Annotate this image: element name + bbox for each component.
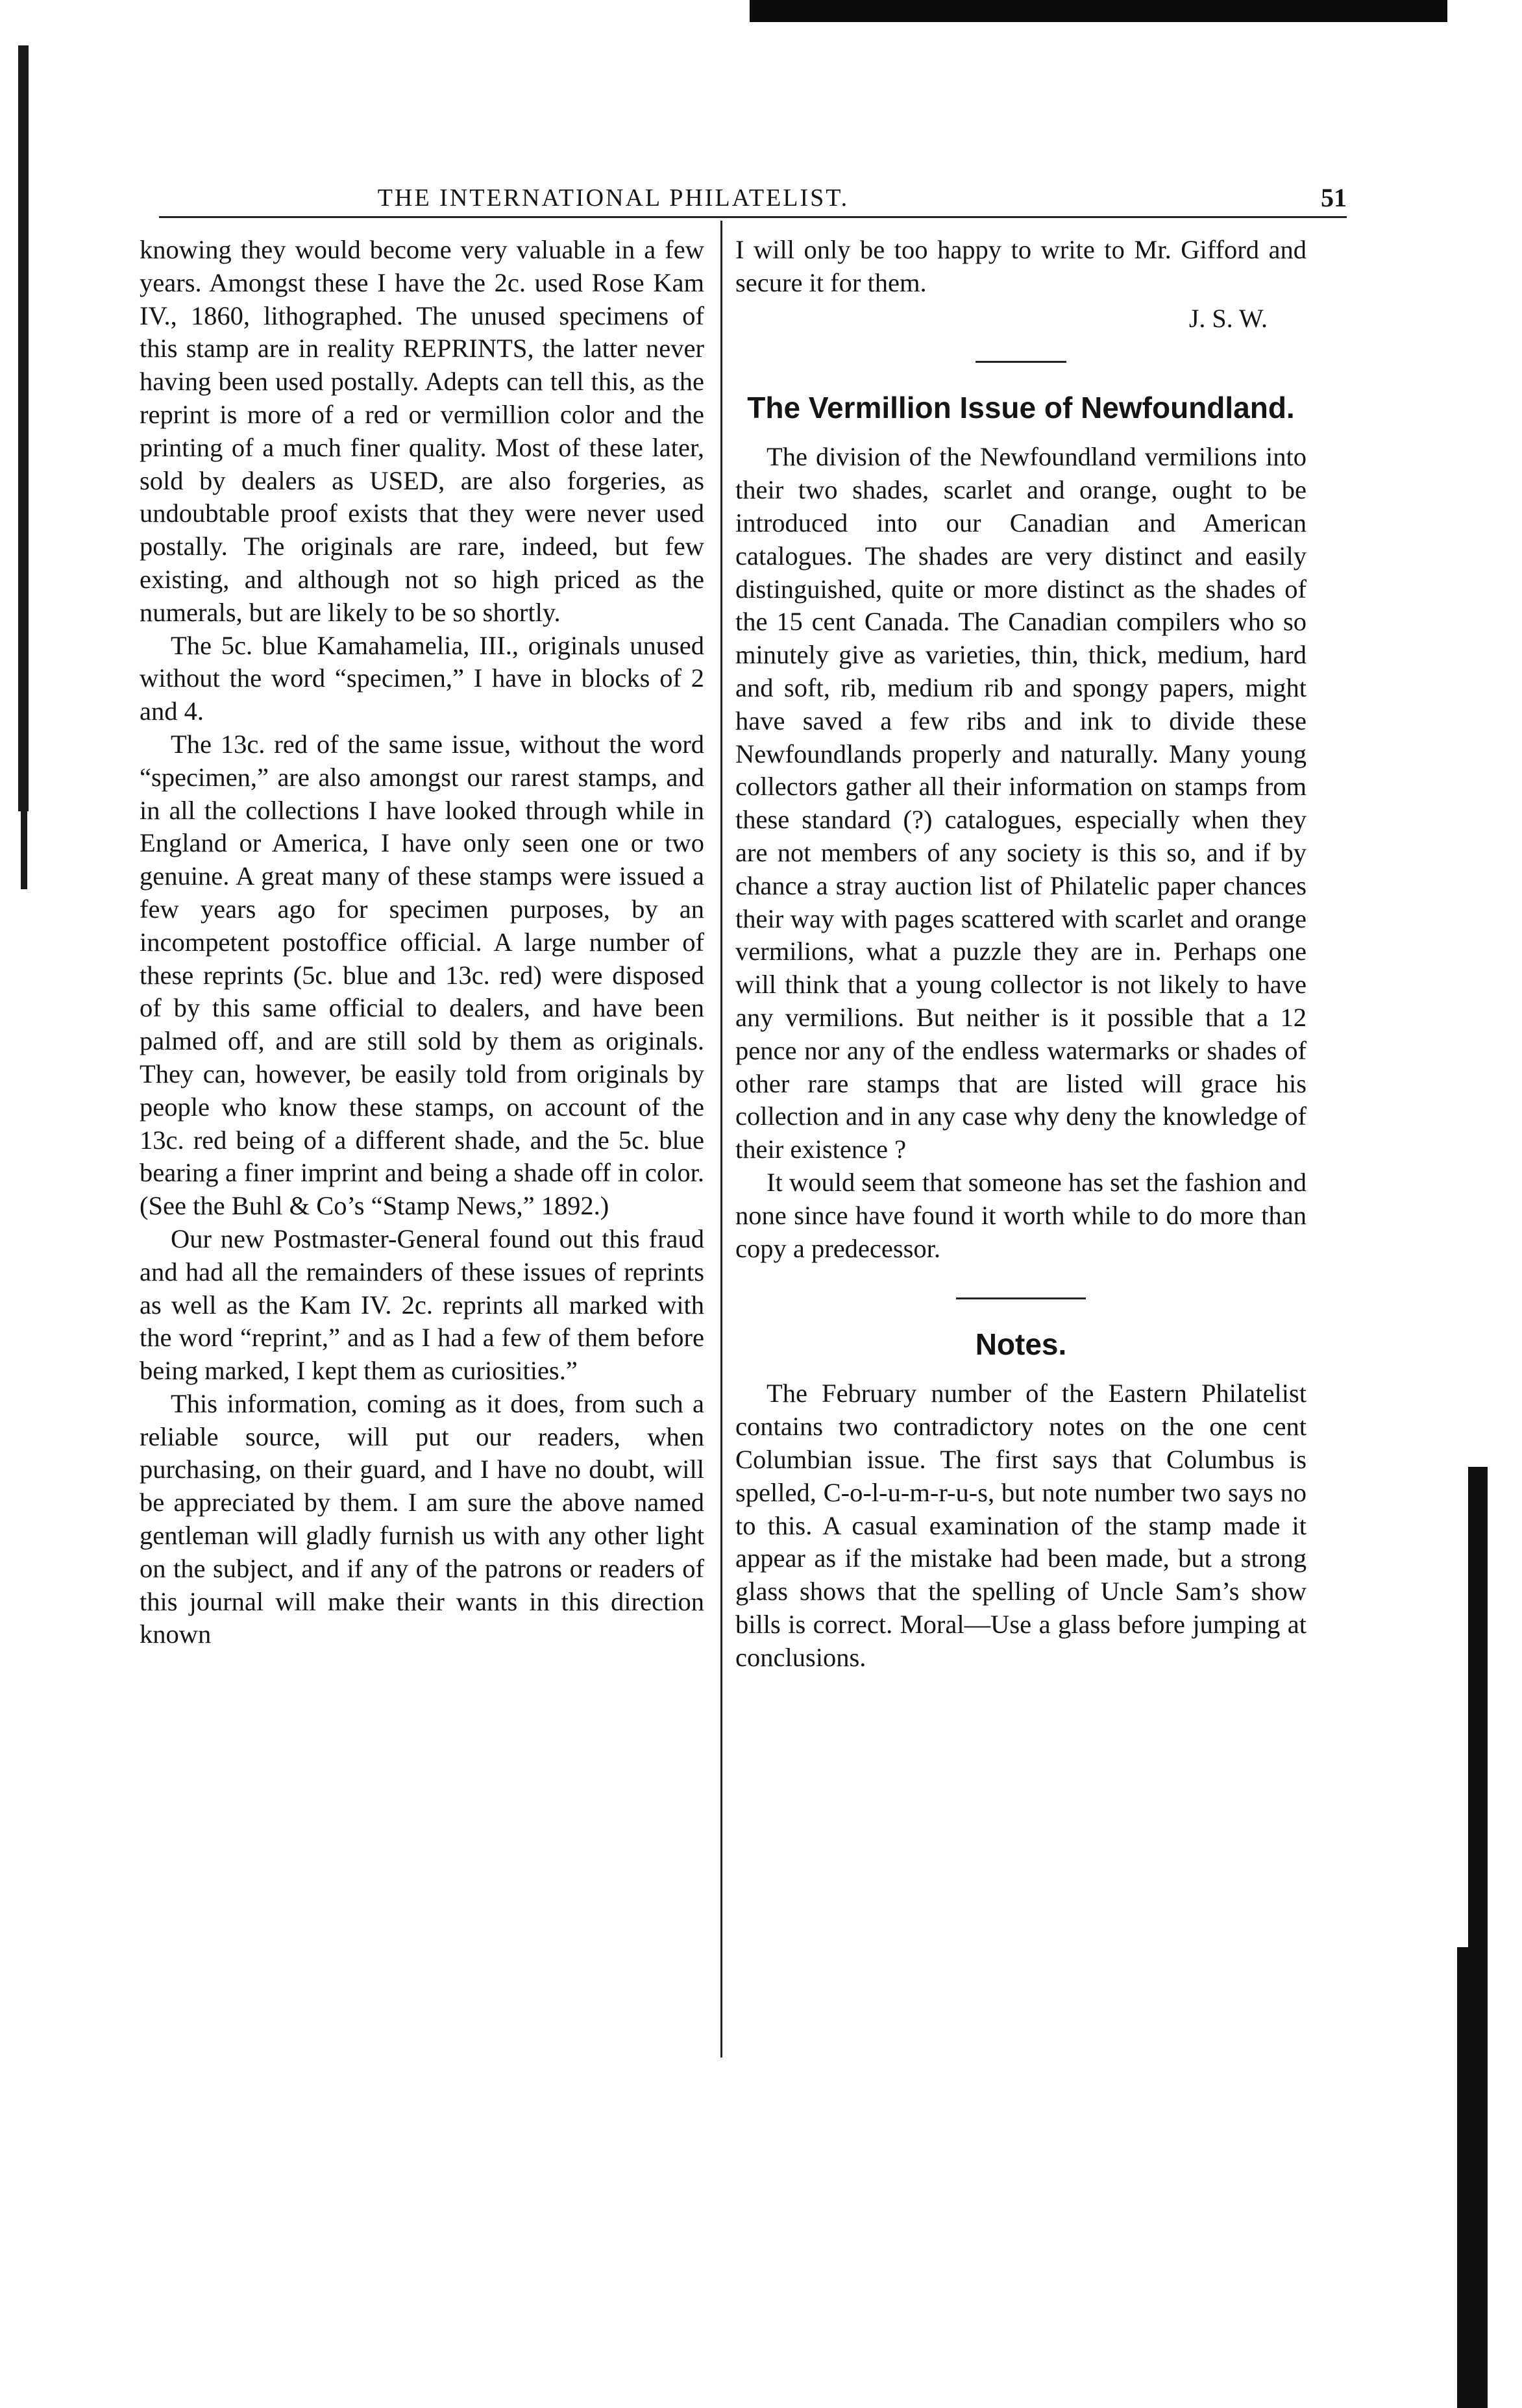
page-number: 51 [1321, 183, 1347, 212]
notes-title: Notes. [975, 1327, 1067, 1362]
left-scan-edge [18, 45, 29, 811]
right-scan-edge-lower [1457, 1947, 1487, 2408]
signature: J. S. W. [1188, 303, 1268, 333]
left-paragraph-2: The 5c. blue Kamahamelia, III., originals unused without the word “specimen,” I have in blocks of 2 and 4. [140, 630, 704, 726]
header-rule [159, 216, 1347, 218]
article-paragraph-1: The division of the Newfoundland vermilions into their two shades, scarlet and orange, ought to be introduced into our Canadian and American catalogues. The shades are very distinct and easily distinguished, quite or more distinct as the shades of the 15 cent Canada. The Canadian compilers who so minutely give as varieties, thin, thick, medium, hard and soft, rib, medium rib and spongy papers, might have saved a few ribs and ink to divide these Newfoundlands properly and naturally. Many young collectors gather all their information on stamps from these standard (?) catalogues, especially when they are not members of any society is this so, and if by chance a stray auction list of Philatelic paper chances their way with pages scattered with scarlet and orange vermilions, what a puzzle they are in. Perhaps one will think that a young collector is not likely to have any vermilions. But neither is it possible that a 12 pence nor any of the endless watermarks or shades of other rare stamps that are listed will grace his collection and in any case why deny the knowledge of their existence ? [735, 442, 1307, 1164]
left-paragraph-1: knowing they would become very valuable in a few years. Amongst these I have the 2c. used Rose Kam IV., 1860, lithographed. The unused specimens of this stamp are in reality REPRINTS, the latter never having been used postally. Adepts can tell this, as the reprint is more of a red or vermillion color and the printing of a much finer quality. Most of these later, sold by dealers as USED, are also forgeries, as undoubtable proof exists that they were never used postally. The originals are rare, indeed, but few existing, and although not so high priced as the numerals, but are likely to be so shortly. [140, 235, 704, 627]
page-header [159, 182, 1347, 214]
continued-text: I will only be too happy to write to Mr. Gifford and secure it for them. [735, 235, 1307, 297]
top-scan-bar [750, 0, 1447, 22]
left-paragraph-4: Our new Postmaster-General found out this fraud and had all the remainders of these issues of reprints as well as the Kam IV. 2c. reprints all marked with the word “reprint,” and as I had a few of them before being marked, I kept them as curiosities.” [140, 1223, 704, 1386]
right-column [735, 234, 1307, 1674]
section-divider [976, 361, 1066, 363]
running-head: THE INTERNATIONAL PHILATELIST. [377, 184, 850, 212]
notes-paragraph-1: The February number of the Eastern Philatelist contains two contradictory notes on the one cent Columbian issue. The first says that Columbus is spelled, C-o-l-u-m-r-u-s, but note number two says no to this. A casual examination of the stamp made it appear as if the mistake had been made, but a strong glass shows that the spelling of Uncle Sam’s show bills is correct. Moral—Use a glass before jumping at conclusions. [735, 1379, 1307, 1672]
left-paragraph-5: This information, coming as it does, from such a reliable source, will put our readers, when purchasing, on their guard, and I have no doubt, will be appreciated by them. I am sure the above named gentleman will gladly furnish us with any other light on the subject, and if any of the patrons or readers of this journal will make their wants in this direction known [140, 1388, 704, 1649]
left-paragraph-3: The 13c. red of the same issue, without the word “specimen,” are also amongst our rarest stamps, and in all the collections I have looked through while in England or America, I have only seen one or two genuine. A great many of these stamps were issued a few years ago for specimen purposes, by an incompetent postoffice official. A large number of these reprints (5c. blue and 13c. red) were disposed of by this same official to dealers, and have been palmed off, and are still sold by them as originals. They can, however, be easily told from originals by people who know these stamps, on account of the 13c. red being of a different shade, and the 5c. blue bearing a finer imprint and being a shade off in color. (See the Buhl & Co’s “Stamp News,” 1892.) [140, 729, 704, 1221]
left-scan-edge-lower [21, 811, 27, 889]
article-paragraph-2: It would seem that someone has set the fashion and none since have found it worth while to do more than copy a predecessor. [735, 1167, 1307, 1263]
column-divider [720, 221, 722, 2058]
article-title: The Vermillion Issue of Newfoundland. [747, 391, 1295, 425]
left-column [140, 234, 704, 1651]
section-divider [956, 1297, 1086, 1299]
